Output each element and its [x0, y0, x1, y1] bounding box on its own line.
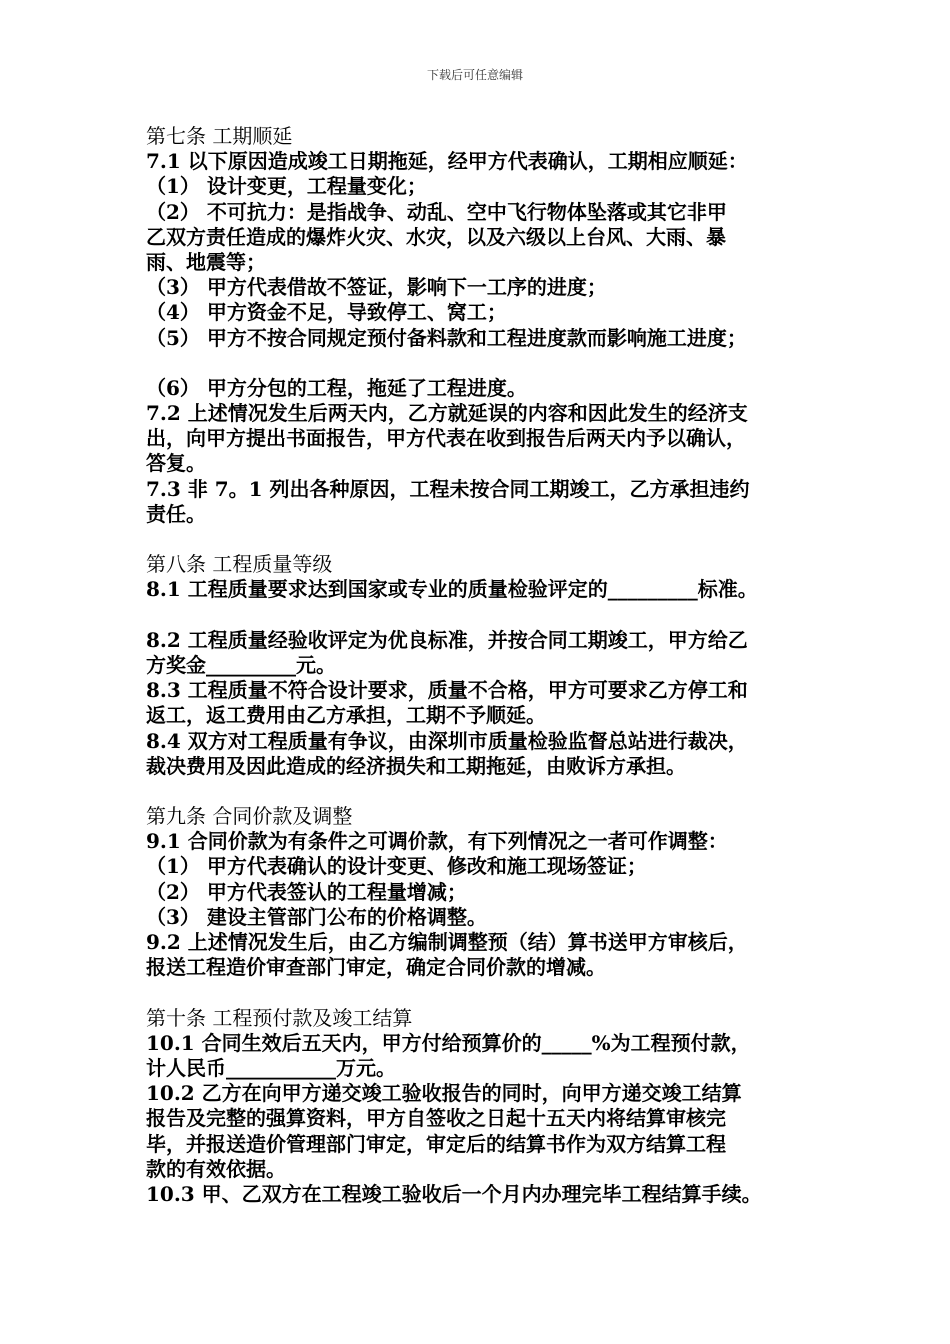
- text-line: 7.2 上述情况发生后两天内，乙方就延误的内容和因此发生的经济支: [146, 401, 748, 426]
- text-line: 10.2 乙方在向甲方递交竣工验收报告的同时，向甲方递交竣工结算: [146, 1081, 742, 1106]
- section-heading: 第九条 合同价款及调整: [146, 804, 353, 829]
- text-line: 出，向甲方提出书面报告，甲方代表在收到报告后两天内予以确认，: [146, 426, 746, 451]
- text-line: 10.3 甲、乙双方在工程竣工验收后一个月内办理完毕工程结算手续。: [146, 1181, 762, 1206]
- section-heading: 第十条 工程预付款及竣工结算: [146, 1005, 413, 1030]
- section-heading: 第八条 工程质量等级: [146, 552, 333, 577]
- text-line: 报送工程造价审查部门审定，确定合同价款的增减。: [146, 955, 606, 980]
- page-header: 下载后可任意编辑: [426, 68, 523, 82]
- section-heading: 第七条 工期顺延: [146, 124, 293, 148]
- text-line: （5） 甲方不按合同规定预付备料款和工程进度款而影响施工进度；: [146, 325, 747, 350]
- text-line: 责任。: [146, 501, 206, 526]
- text-line: （3） 建设主管部门公布的价格调整。: [146, 904, 487, 929]
- text-line: 10.1 合同生效后五天内，甲方付给预算价的_____%为工程预付款，: [146, 1030, 751, 1055]
- text-line: （6） 甲方分包的工程，拖延了工程进度。: [146, 375, 527, 400]
- text-line: 8.2 工程质量经验收评定为优良标准，并按合同工期竣工，甲方给乙: [146, 627, 748, 652]
- text-line: （2） 不可抗力：是指战争、动乱、空中飞行物体坠落或其它非甲: [146, 199, 727, 224]
- text-line: 7.1 以下原因造成竣工日期拖延，经甲方代表确认，工期相应顺延：: [146, 149, 748, 174]
- blank-line: [146, 351, 836, 376]
- text-line: 8.3 工程质量不符合设计要求，质量不合格，甲方可要求乙方停工和: [146, 678, 748, 703]
- text-line: （3） 甲方代表借故不签证，影响下一工序的进度；: [146, 275, 607, 300]
- text-line: 8.1 工程质量要求达到国家或专业的质量检验评定的_________标准。: [146, 577, 758, 602]
- blank-line: [146, 603, 836, 628]
- text-line: 方奖金_________元。: [146, 652, 336, 677]
- text-line: 雨、地震等；: [146, 249, 266, 274]
- text-line: 答复。: [146, 451, 206, 476]
- text-line: 9.1 合同价款为有条件之可调价款，有下列情况之一者可作调整：: [146, 829, 728, 854]
- blank-line: [146, 779, 836, 804]
- text-line: 7.3 非 7。1 列出各种原因，工程未按合同工期竣工，乙方承担违约: [146, 476, 750, 501]
- text-line: （2） 甲方代表签认的工程量增减；: [146, 879, 467, 904]
- text-line: 毕，并报送造价管理部门审定，审定后的结算书作为双方结算工程: [146, 1131, 726, 1156]
- text-line: 报告及完整的强算资料，甲方自签收之日起十五天内将结算审核完: [146, 1106, 726, 1131]
- blank-line: [146, 527, 836, 552]
- text-line: （4） 甲方资金不足，导致停工、窝工；: [146, 300, 507, 325]
- text-line: 返工，返工费用由乙方承担，工期不予顺延。: [146, 703, 546, 728]
- text-line: （1） 甲方代表确认的设计变更、修改和施工现场签证；: [146, 854, 647, 879]
- text-line: 款的有效依据。: [146, 1156, 286, 1181]
- text-line: 乙双方责任造成的爆炸火灾、水灾，以及六级以上台风、大雨、暴: [146, 224, 726, 249]
- text-line: 计人民币___________万元。: [146, 1055, 396, 1080]
- text-line: 裁决费用及因此造成的经济损失和工期拖延，由败诉方承担。: [146, 753, 686, 778]
- document-body: [146, 124, 836, 1207]
- text-line: （1） 设计变更，工程量变化；: [146, 174, 427, 199]
- text-line: 8.4 双方对工程质量有争议，由深圳市质量检验监督总站进行裁决，: [146, 728, 748, 753]
- text-line: 9.2 上述情况发生后，由乙方编制调整预（结）算书送甲方审核后，: [146, 930, 748, 954]
- blank-line: [146, 980, 836, 1005]
